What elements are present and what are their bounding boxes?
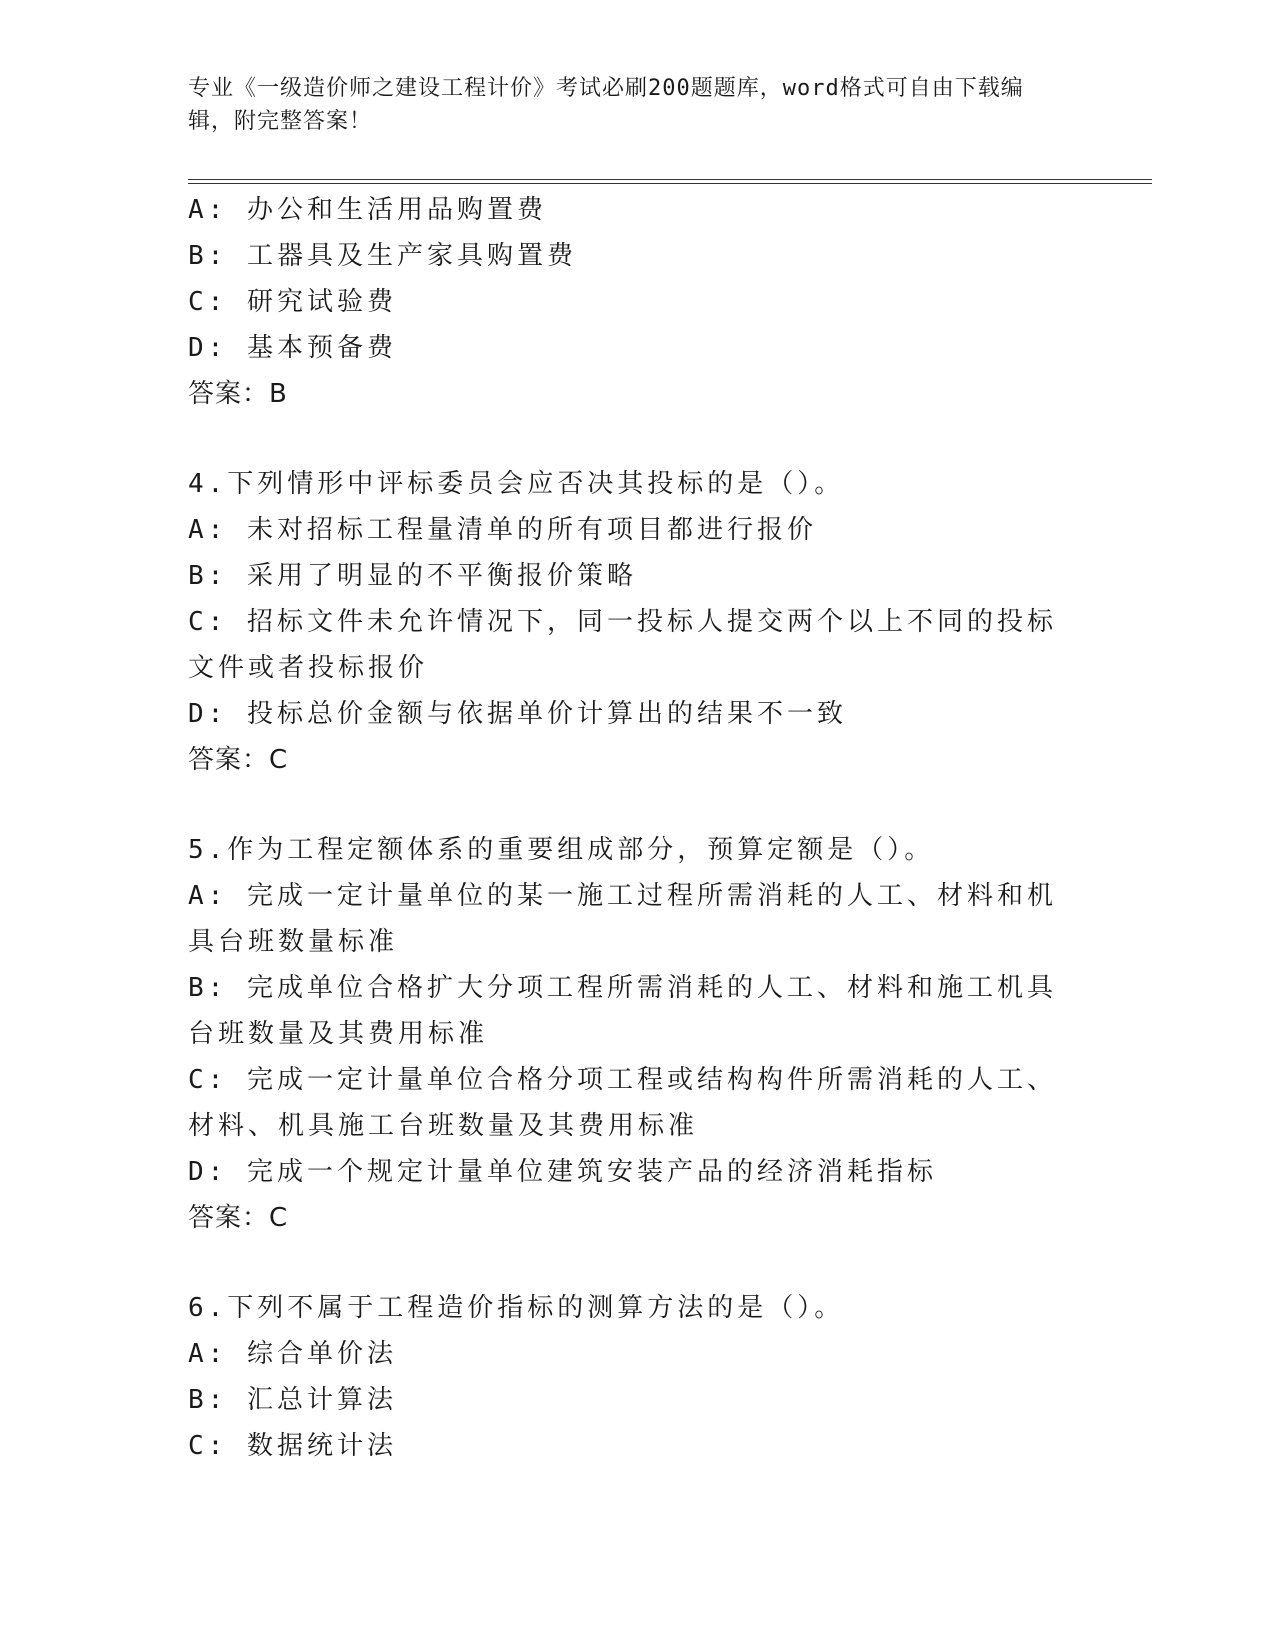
- option-b: B: 工器具及生产家具购置费: [188, 241, 577, 271]
- question-text: 5.作为工程定额体系的重要组成部分，预算定额是（）。: [188, 835, 935, 865]
- option-b: B: 完成单位合格扩大分项工程所需消耗的人工、材料和施工机具台班数量及其费用标准: [188, 973, 1057, 1049]
- option-b: B: 采用了明显的不平衡报价策略: [188, 561, 637, 591]
- spacer: [188, 783, 1078, 827]
- answer-text: 答案：C: [188, 1203, 289, 1233]
- option-c: C: 研究试验费: [188, 287, 397, 317]
- option-d: D: 完成一个规定计量单位建筑安装产品的经济消耗指标: [188, 1157, 937, 1187]
- option-d: D: 基本预备费: [188, 333, 397, 363]
- question-block-6: [188, 1285, 1078, 1469]
- answer-text: 答案：B: [188, 379, 288, 409]
- option-a: A: 综合单价法: [188, 1339, 397, 1369]
- question-list: [188, 187, 1078, 1469]
- question-text: 4.下列情形中评标委员会应否决其投标的是（）。: [188, 469, 845, 499]
- option-c: C: 完成一定计量单位合格分项工程或结构构件所需消耗的人工、材料、机具施工台班数量及其费用标准: [188, 1065, 1057, 1141]
- question-text: 6.下列不属于工程造价指标的测算方法的是（）。: [188, 1293, 845, 1323]
- question-block-3: [188, 187, 1078, 417]
- header-divider-top: [188, 179, 1152, 180]
- option-a: A: 未对招标工程量清单的所有项目都进行报价: [188, 515, 817, 545]
- spacer: [188, 417, 1078, 461]
- option-c: C: 招标文件未允许情况下，同一投标人提交两个以上不同的投标文件或者投标报价: [188, 607, 1057, 683]
- question-block-5: [188, 827, 1078, 1241]
- document-header: 专业《一级造价师之建设工程计价》考试必刷200题题库，word格式可自由下载编辑，附完整答案！: [188, 76, 1024, 134]
- option-a: A: 办公和生活用品购置费: [188, 195, 547, 225]
- option-d: D: 投标总价金额与依据单价计算出的结果不一致: [188, 699, 847, 729]
- option-a: A: 完成一定计量单位的某一施工过程所需消耗的人工、材料和机具台班数量标准: [188, 881, 1057, 957]
- question-block-4: [188, 461, 1078, 783]
- option-b: B: 汇总计算法: [188, 1385, 397, 1415]
- spacer: [188, 1241, 1078, 1285]
- answer-text: 答案：C: [188, 745, 289, 775]
- option-c: C: 数据统计法: [188, 1431, 397, 1461]
- header-divider-bottom: [188, 183, 1152, 184]
